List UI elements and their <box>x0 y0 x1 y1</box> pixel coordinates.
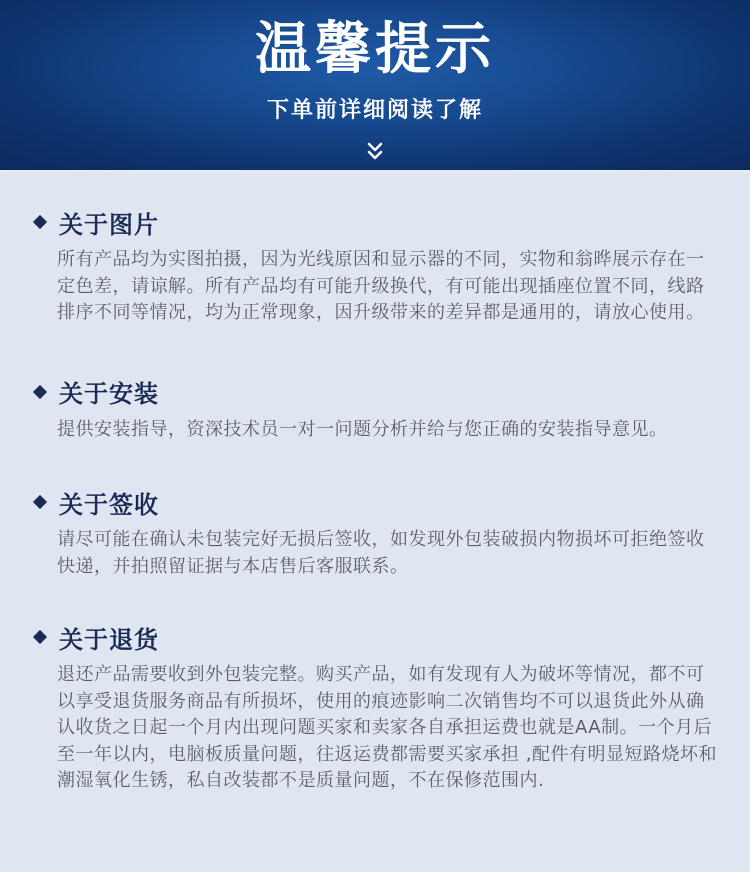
section-title: 关于图片 <box>59 210 159 239</box>
double-chevron-down-icon <box>366 140 384 162</box>
section-title: 关于安装 <box>59 380 159 408</box>
header-title: 温馨提示 <box>255 17 495 82</box>
section-heading <box>32 483 720 521</box>
section-heading <box>32 203 720 241</box>
section-title: 关于签收 <box>59 490 159 519</box>
diamond-bullet-icon <box>33 215 47 229</box>
notice-content <box>0 173 750 872</box>
section-heading <box>32 618 720 656</box>
section-body: 请尽可能在确认未包装完好无损后签收，如发现外包装破损内物损坏可拒绝签收快递，并拍照留证据与本店售后客服联系。 <box>57 529 705 577</box>
header-banner <box>0 0 750 170</box>
diamond-bullet-icon <box>33 384 47 398</box>
diamond-bullet-icon <box>33 630 47 644</box>
section-body: 所有产品均为实图拍摄，因为光线原因和显示器的不同，实物和翁晔展示存在一定色差，请谅解。所有产品均有可能升级换代，有可能出现插座位置不同，线路排序不同等情况，均为正常现象，因升级带来的差异都是通用的，请放心使用。 <box>57 249 705 323</box>
section-body: 退还产品需要收到外包装完整。购买产品，如有发现有人为破坏等情况，都不可以享受退货服务商品有所损坏，使用的痕迹影响二次销售均不可以退货此外从确认收货之日起一个月内出现问题买家和卖家各自承担运费也就是AA制。一个月后至一年以内，电脑板质量问题，往返运费都需要买家承担 ,配件有明显短路烧坏和潮湿氧化生锈，私自改装都不是质量问题，不在保修范围内. <box>57 664 717 791</box>
diamond-bullet-icon <box>33 495 47 509</box>
section-heading <box>32 373 720 411</box>
section-body: 提供安装指导，资深技术员一对一问题分析并给与您正确的安装指导意见。 <box>57 418 668 440</box>
header-subtitle: 下单前详细阅读了解 <box>266 98 483 123</box>
section-about-signing <box>32 483 720 580</box>
section-about-pictures <box>32 203 720 327</box>
section-about-installation <box>32 373 720 444</box>
section-title: 关于退货 <box>59 625 159 654</box>
section-about-returns <box>32 618 720 795</box>
